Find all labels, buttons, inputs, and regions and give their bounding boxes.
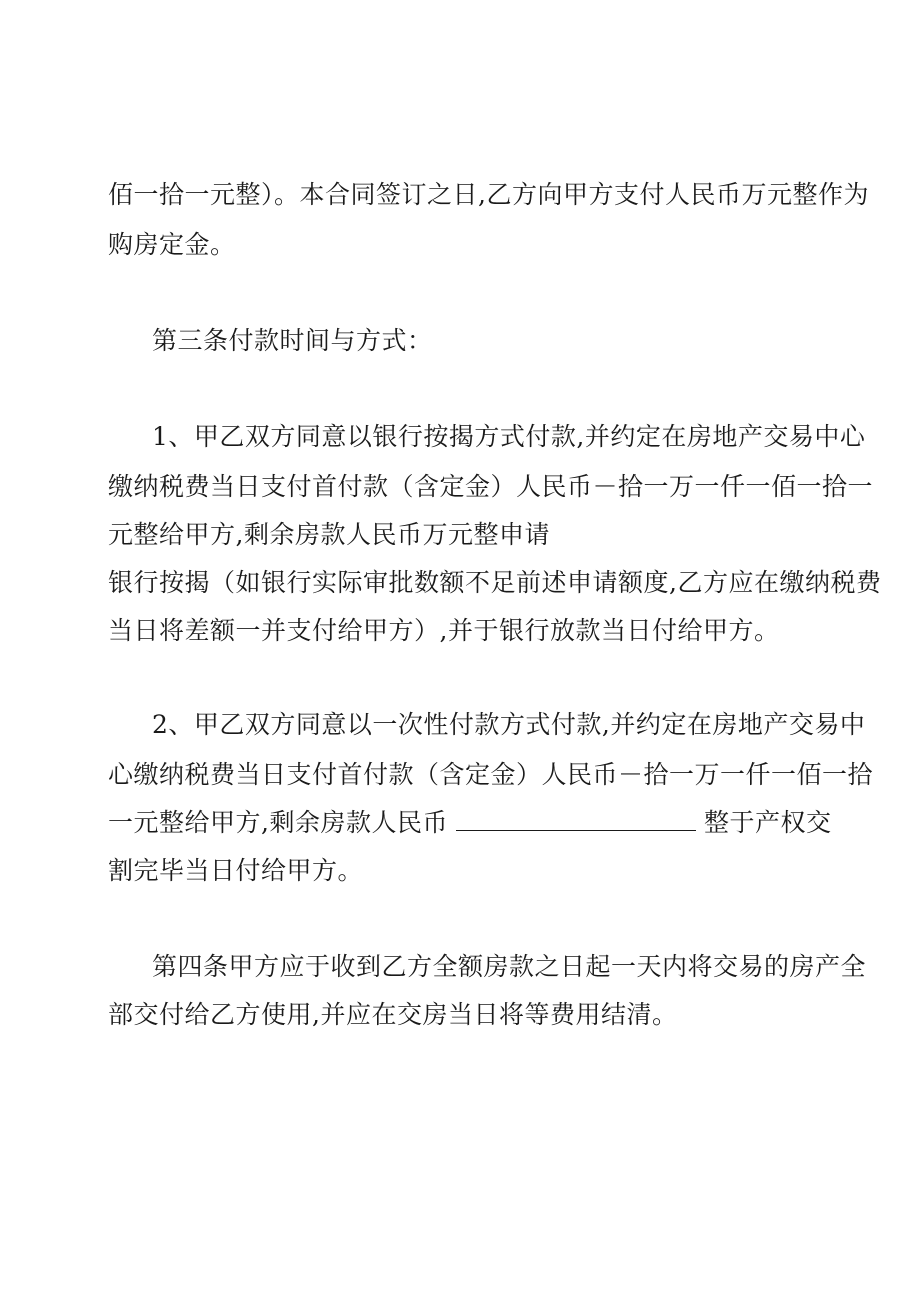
fill-in-blank [456, 810, 696, 831]
text-line-with-blank [108, 810, 831, 835]
text-line: 心缴纳税费当日支付首付款（含定金）人民币－拾一万一仟一佰一拾 [108, 760, 874, 789]
text-line: 割完毕当日付给甲方。 [108, 856, 364, 885]
text-segment: 一元整给甲方,剩余房款人民币 [108, 808, 448, 837]
text-segment: 整于产权交 [703, 808, 832, 837]
text-line: 第四条甲方应于收到乙方全额房款之日起一天内将交易的房产全 [152, 952, 867, 981]
text-line: 当日将差额一并支付给甲方）,并于银行放款当日付给甲方。 [108, 616, 780, 645]
text-line: 元整给甲方,剩余房款人民币万元整申请 [108, 520, 550, 549]
text-line: 银行按揭（如银行实际审批数额不足前述申请额度,乙方应在缴纳税费 [108, 568, 882, 597]
text-line: 1、甲乙双方同意以银行按揭方式付款,并约定在房地产交易中心 [152, 422, 866, 451]
text-line: 部交付给乙方使用,并应在交房当日将等费用结清。 [108, 1000, 678, 1029]
section-heading: 第三条付款时间与方式： [152, 326, 433, 355]
text-line: 购房定金。 [108, 230, 236, 259]
text-line: 佰一拾一元整）。本合同签订之日,乙方向甲方支付人民币万元整作为 [108, 180, 869, 209]
text-line: 2、甲乙双方同意以一次性付款方式付款,并约定在房地产交易中 [152, 710, 866, 739]
text-line: 缴纳税费当日支付首付款（含定金）人民币－拾一万一仟一佰一拾一 [108, 472, 874, 501]
